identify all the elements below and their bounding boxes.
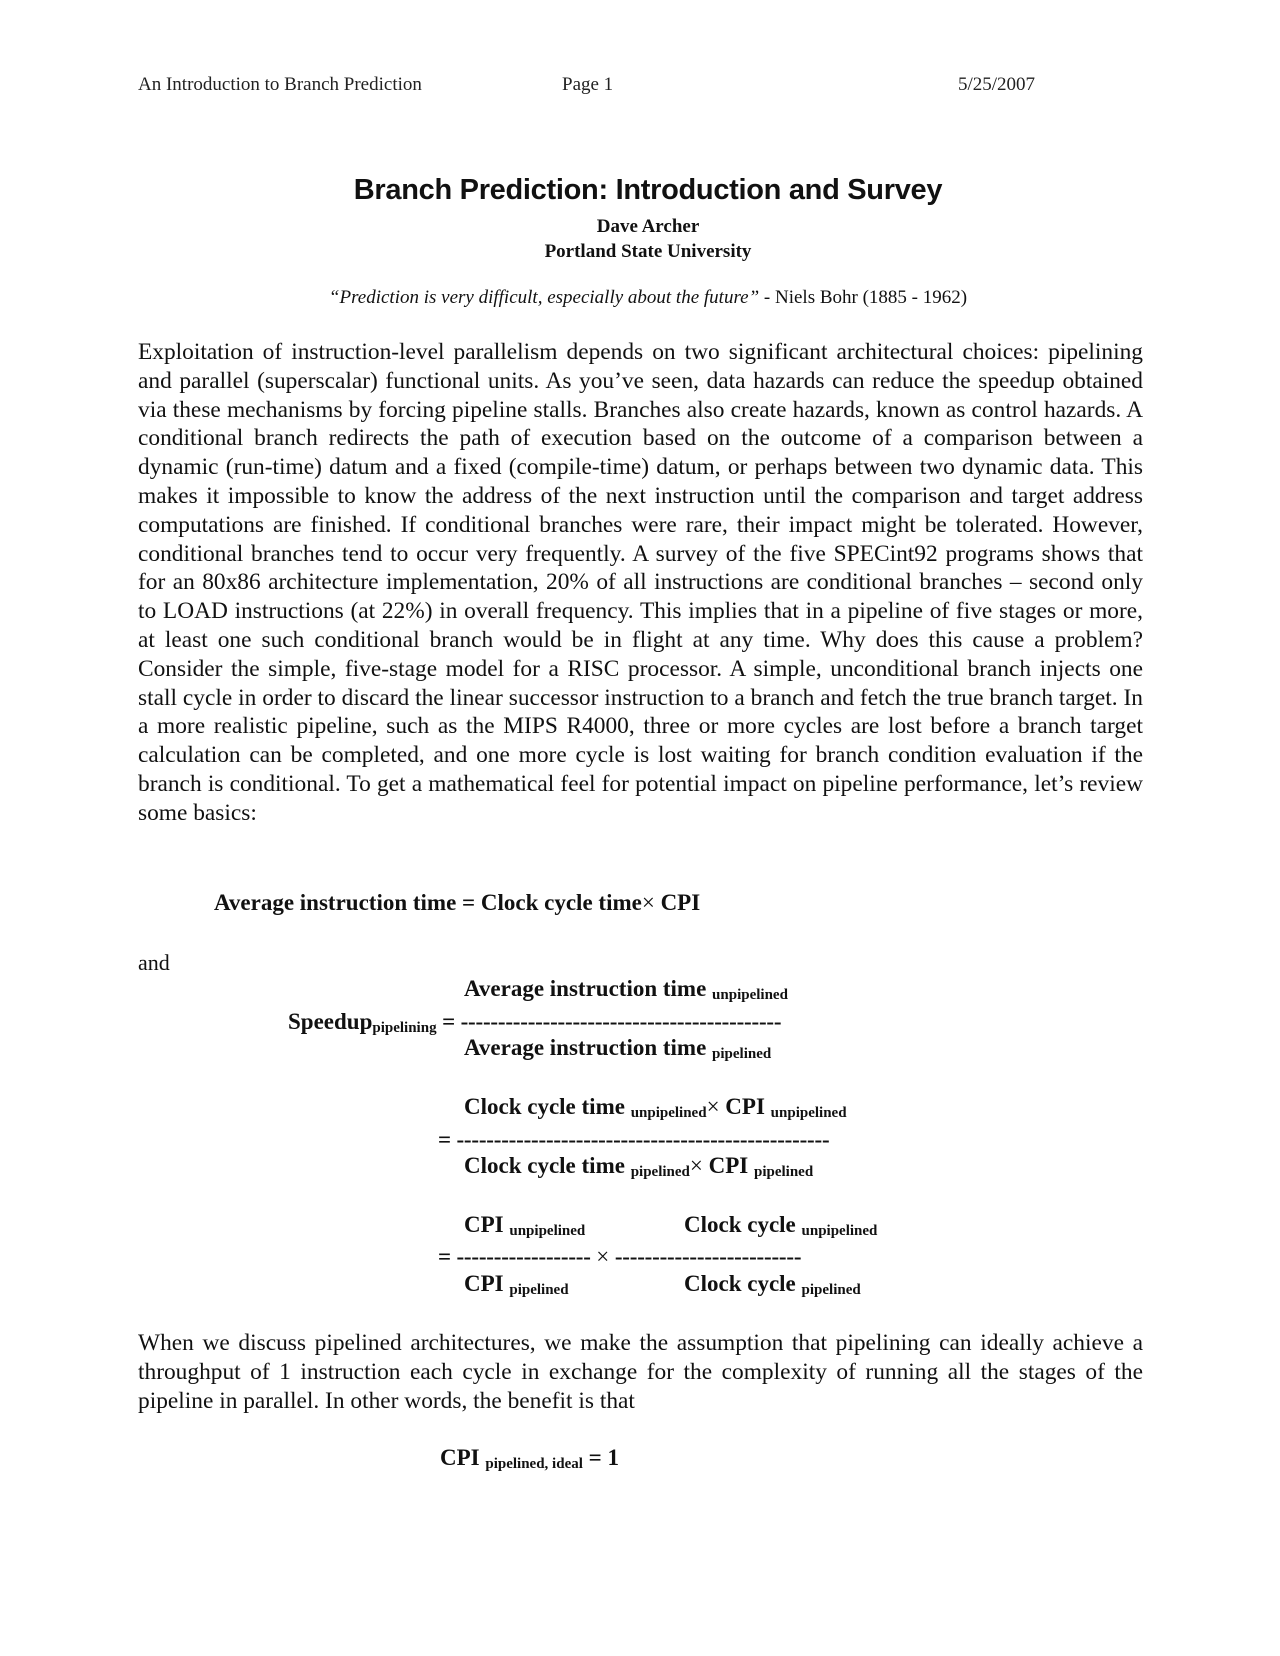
speedup-lhs [288, 1009, 781, 1035]
numerator-3b-text: Clock cycle [684, 1212, 802, 1237]
speedup-subscript: pipelining [372, 1020, 437, 1036]
author-name: Dave Archer [596, 216, 700, 237]
numerator-3a-subscript: unpipelined [509, 1223, 586, 1239]
numerator-1-text: Average instruction time [464, 976, 713, 1001]
epigraph-attribution: - Niels Bohr (1885 - 1962) [759, 287, 968, 308]
denominator-2-b-subscript: pipelined [753, 1164, 814, 1180]
numerator-3b-subscript: unpipelined [801, 1223, 878, 1239]
cpi-ideal-rhs: = 1 [582, 1445, 620, 1470]
header-title: An Introduction to Branch Prediction [138, 74, 422, 95]
equation-cpi-ideal [440, 1445, 619, 1471]
epigraph-quote: “Prediction is very difficult, especially about the future” [328, 287, 760, 308]
denominator-3b-subscript: pipelined [801, 1282, 861, 1298]
cpi-ideal-subscript: pipelined, ideal [485, 1456, 583, 1472]
speedup-denominator-2 [464, 1153, 813, 1179]
multiply-sign: × [689, 1153, 703, 1178]
numerator-1-subscript: unpipelined [712, 987, 788, 1003]
document-title: Branch Prediction: Introduction and Survey [353, 174, 943, 206]
denominator-3a-text: CPI [464, 1271, 510, 1296]
header-date: 5/25/2007 [958, 74, 1036, 95]
equation-avg-rhs: CPI [654, 890, 701, 915]
body-paragraph-2: When we discuss pipelined architectures, we make the assumption that pipelining can ideally achieve a throughput of 1 instruction each cycle in exchange for the complexity of running all the stages of the pipeline in parallel. In other words, the benefit is that [138, 1330, 1143, 1414]
header-page-number: Page 1 [562, 74, 614, 95]
speedup-numerator-3a [464, 1212, 585, 1238]
multiply-sign: × [706, 1094, 720, 1119]
denominator-1-subscript: pipelined [712, 1046, 772, 1062]
denominator-2-b: CPI [702, 1153, 754, 1178]
numerator-3a-text: CPI [464, 1212, 510, 1237]
speedup-denominator-3a [464, 1271, 569, 1297]
speedup-denominator-3b [684, 1271, 861, 1297]
fraction-bar-3-left: = ------------------ [438, 1244, 597, 1269]
numerator-2-a-subscript: unpipelined [630, 1105, 707, 1121]
denominator-3b-text: Clock cycle [684, 1271, 802, 1296]
equation-average-instruction-time [214, 890, 700, 916]
equation-avg-lhs: Average instruction time = Clock cycle time [214, 890, 642, 915]
multiply-sign: × [596, 1244, 610, 1269]
cpi-ideal-lhs: CPI [440, 1445, 486, 1470]
connector-and: and [138, 950, 170, 975]
numerator-2-a: Clock cycle time [464, 1094, 631, 1119]
multiply-sign: × [641, 890, 655, 915]
speedup-numerator-2 [464, 1094, 847, 1120]
author-affiliation: Portland State University [544, 241, 752, 262]
epigraph [0, 287, 1280, 309]
speedup-denominator-1 [464, 1035, 771, 1061]
speedup-label: Speedup [288, 1009, 373, 1034]
fraction-bar-3-right: ------------------------- [609, 1244, 802, 1269]
speedup-numerator-1 [464, 976, 788, 1002]
numerator-2-b-subscript: unpipelined [770, 1105, 847, 1121]
denominator-3a-subscript: pipelined [509, 1282, 569, 1298]
body-paragraph-1: Exploitation of instruction-level parallelism depends on two significant architectural choices: pipelining and parallel (superscalar) functional units. As you’ve seen, data hazards can reduce the speedup obtained via these mechanisms by forcing pipeline stalls. Branches also create hazards, known as control hazards. A conditional branch redirects the path of execution based on the outcome of a comparison between a dynamic (run-time) datum and a fixed (compile-time) datum, or perhaps between two dynamic data. This makes it impossible to know the address of the next instruction until the comparison and target address computations are finished. If conditional branches were rare, their impact might be tolerated. However, conditional branches tend to occur very frequently. A survey of the five SPECint92 programs shows that for an 80x86 architecture implementation, 20% of all instructions are conditional branches – second only to LOAD instructions (at 22%) in overall frequency. This implies that in a pipeline of five stages or more, at least one such conditional branch would be in flight at any time. Why does this cause a problem? Consider the simple, five-stage model for a RISC processor. A simple, unconditional branch injects one stall cycle in order to discard the linear successor instruction to a branch and fetch the true branch target. In a more realistic pipeline, such as the MIPS R4000, three or more cycles are lost before a branch target calculation can be completed, and one more cycle is lost waiting for branch condition evaluation if the branch is conditional. To get a mathematical feel for potential impact on pipeline performance, let’s review some basics: [138, 339, 1143, 826]
denominator-1-text: Average instruction time [464, 1035, 713, 1060]
fraction-bar-2: = -------------------------------------------------- [438, 1127, 830, 1152]
fraction-bar-1: = ------------------------------------------- [436, 1009, 782, 1034]
denominator-2-a: Clock cycle time [464, 1153, 631, 1178]
numerator-2-b: CPI [719, 1094, 771, 1119]
speedup-numerator-3b [684, 1212, 877, 1238]
denominator-2-a-subscript: pipelined [630, 1164, 690, 1180]
fraction-bar-3 [438, 1244, 801, 1270]
